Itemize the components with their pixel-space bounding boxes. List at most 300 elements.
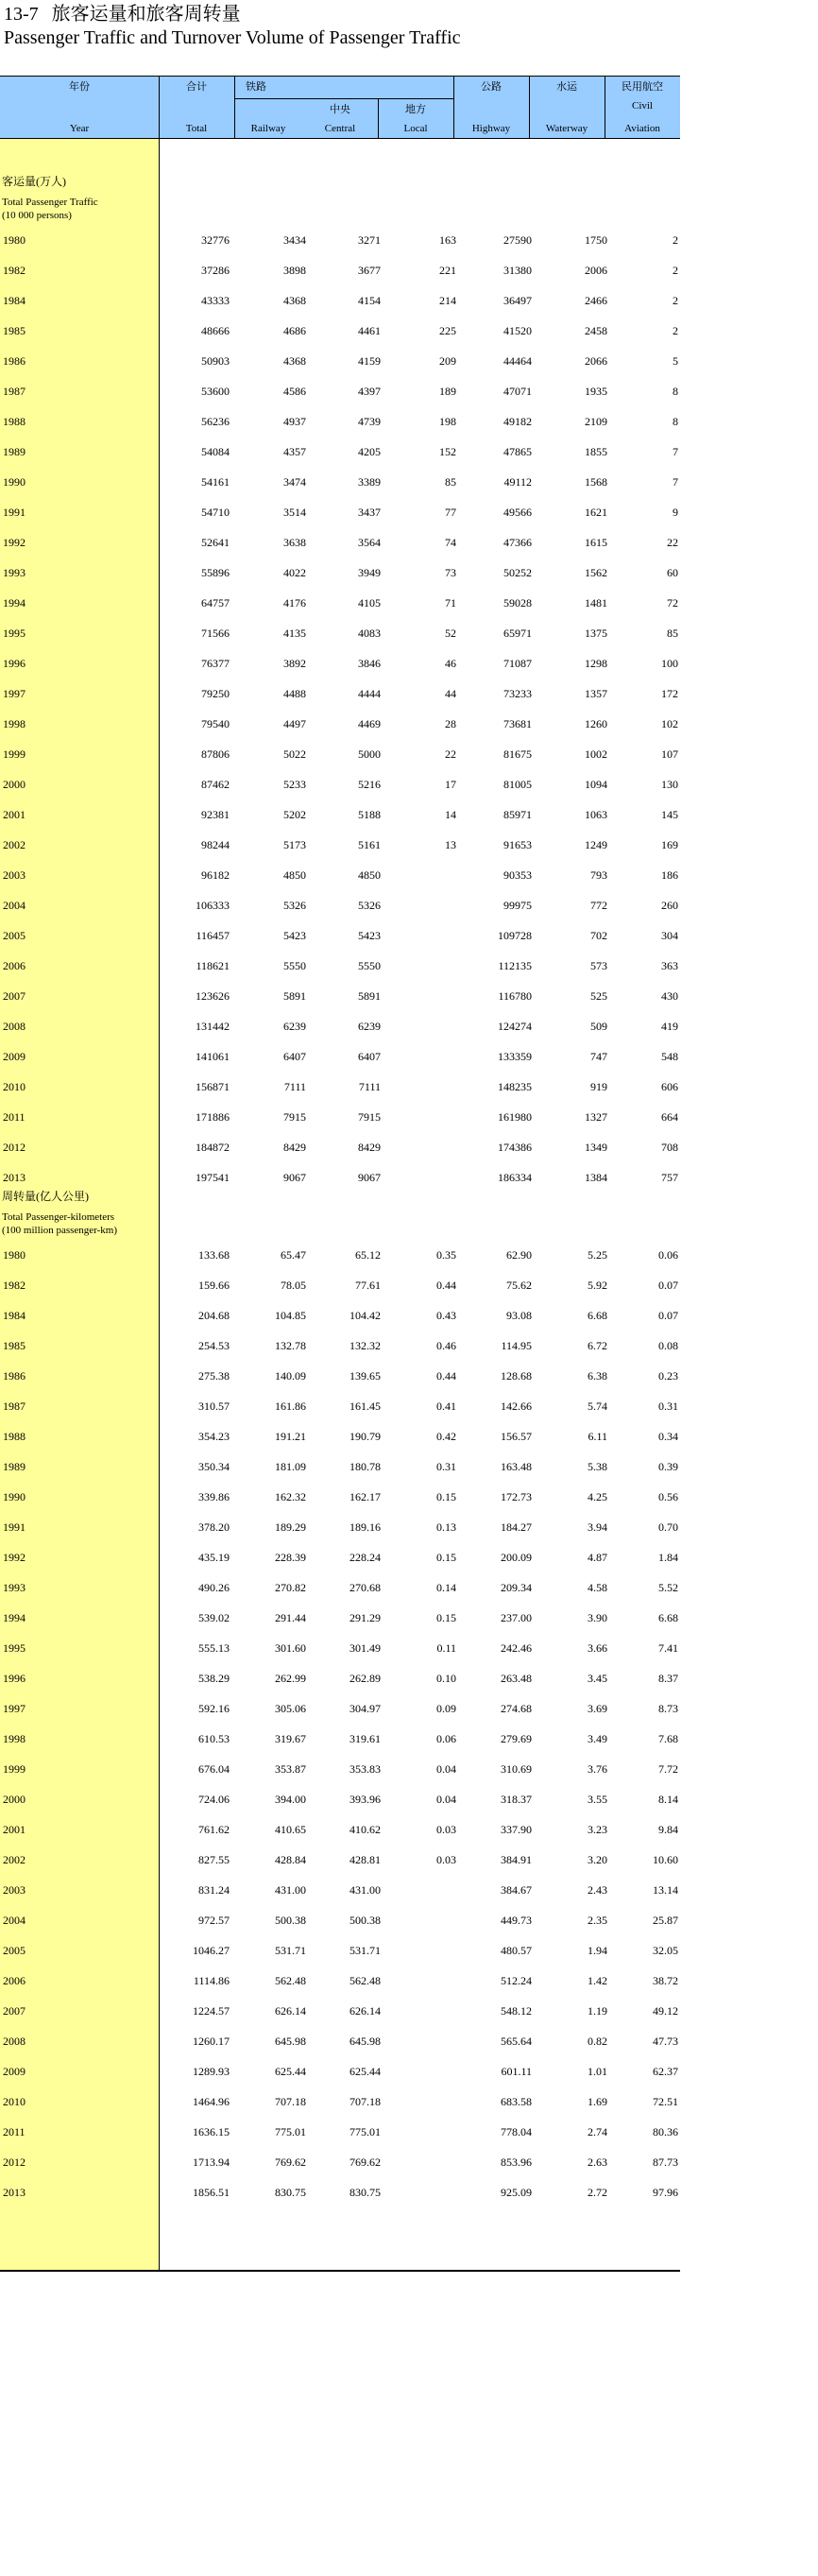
value-cell: 5550: [283, 959, 306, 972]
table-header: [0, 77, 680, 139]
value-cell: 5022: [283, 747, 306, 761]
table-row: [0, 957, 680, 976]
value-cell: 92381: [201, 808, 230, 821]
value-cell: 601.11: [501, 2065, 532, 2078]
table-row: [0, 594, 680, 613]
value-cell: 9.84: [658, 1823, 678, 1836]
value-cell: 6.72: [588, 1339, 607, 1352]
value-cell: 4586: [283, 385, 306, 398]
value-cell: 0.15: [436, 1490, 456, 1503]
value-cell: 319.67: [275, 1732, 306, 1745]
value-cell: 565.64: [501, 2035, 532, 2048]
table-row: [0, 1549, 680, 1568]
value-cell: 0.31: [436, 1460, 456, 1473]
value-cell: 52641: [201, 536, 230, 549]
value-cell: 4850: [358, 868, 381, 882]
value-cell: 5216: [358, 778, 381, 791]
value-cell: 2458: [585, 324, 607, 337]
value-cell: 106333: [196, 899, 230, 912]
value-cell: 353.87: [275, 1762, 306, 1776]
value-cell: 304: [661, 929, 678, 942]
value-cell: 22: [667, 536, 678, 549]
value-cell: 65.12: [355, 1248, 381, 1262]
value-cell: 664: [661, 1110, 678, 1124]
value-cell: 221: [439, 264, 456, 277]
value-cell: 3.94: [588, 1520, 607, 1534]
header-waterway-cn: 水运: [556, 81, 577, 93]
value-cell: 77: [445, 506, 456, 519]
value-cell: 676.04: [198, 1762, 230, 1776]
value-cell: 747: [590, 1050, 607, 1063]
value-cell: 87806: [201, 747, 230, 761]
value-cell: 263.48: [501, 1672, 532, 1685]
value-cell: 1.42: [588, 1974, 607, 1987]
value-cell: 5.74: [588, 1400, 607, 1413]
value-cell: 80.36: [653, 2125, 678, 2138]
value-cell: 139.65: [349, 1369, 381, 1382]
year-cell: 1992: [3, 536, 26, 549]
header-highway-cn: 公路: [481, 81, 502, 93]
table-row: [0, 2123, 680, 2142]
value-cell: 8: [673, 385, 678, 398]
header-waterway-en: Waterway: [545, 123, 588, 134]
value-cell: 3564: [358, 536, 381, 549]
value-cell: 0.23: [658, 1369, 678, 1382]
value-cell: 5326: [358, 899, 381, 912]
table-row: [0, 1851, 680, 1870]
title-cn: [4, 2, 816, 26]
value-cell: 393.96: [349, 1793, 381, 1806]
table-row: [0, 1337, 680, 1356]
value-cell: 5891: [358, 989, 381, 1003]
value-cell: 1.94: [588, 1944, 607, 1957]
value-cell: 189: [439, 385, 456, 398]
table-row: [0, 1760, 680, 1779]
value-cell: 512.24: [501, 1974, 532, 1987]
value-cell: 47.73: [653, 2035, 678, 2048]
value-cell: 7.68: [658, 1732, 678, 1745]
value-cell: 4357: [283, 445, 306, 458]
value-cell: 0.39: [658, 1460, 678, 1473]
header-civil-en1: Civil: [631, 100, 653, 112]
value-cell: 98244: [201, 838, 230, 851]
value-cell: 79540: [201, 717, 230, 730]
value-cell: 1349: [585, 1141, 607, 1154]
table-row: [0, 2093, 680, 2112]
year-cell: 2002: [3, 1853, 26, 1866]
year-cell: 1984: [3, 1309, 26, 1322]
value-cell: 4154: [358, 294, 381, 307]
year-cell: 2013: [3, 2186, 26, 2199]
value-cell: 0.10: [436, 1672, 456, 1685]
value-cell: 0.31: [658, 1400, 678, 1413]
title-number: 13-7: [4, 4, 39, 25]
value-cell: 161980: [498, 1110, 532, 1124]
value-cell: 3.76: [588, 1762, 607, 1776]
value-cell: 9067: [283, 1171, 306, 1184]
value-cell: 645.98: [349, 2035, 381, 2048]
value-cell: 1.84: [658, 1551, 678, 1564]
year-cell: 1999: [3, 747, 26, 761]
value-cell: 99975: [503, 899, 532, 912]
section-title-cn: 周转量(亿人公里): [2, 1190, 89, 1203]
value-cell: 291.29: [349, 1611, 381, 1624]
value-cell: 73681: [503, 717, 532, 730]
value-cell: 5161: [358, 838, 381, 851]
value-cell: 2006: [585, 264, 607, 277]
value-cell: 1856.51: [193, 2186, 230, 2199]
value-cell: 4105: [358, 596, 381, 610]
value-cell: 274.68: [501, 1702, 532, 1715]
value-cell: 242.46: [501, 1641, 532, 1655]
section-title-cn: 客运量(万人): [2, 175, 66, 188]
value-cell: 5: [673, 354, 678, 368]
table-row: [0, 292, 680, 311]
value-cell: 37286: [201, 264, 230, 277]
value-cell: 0.13: [436, 1520, 456, 1534]
value-cell: 1621: [585, 506, 607, 519]
table-row: [0, 534, 680, 553]
value-cell: 27590: [503, 233, 532, 247]
table-row: [0, 2154, 680, 2172]
value-cell: 1636.15: [193, 2125, 230, 2138]
value-cell: 189.16: [349, 1520, 381, 1534]
value-cell: 378.20: [198, 1520, 230, 1534]
value-cell: 2.74: [588, 2125, 607, 2138]
value-cell: 354.23: [198, 1430, 230, 1443]
value-cell: 17: [445, 778, 456, 791]
value-cell: 209: [439, 354, 456, 368]
value-cell: 772: [590, 899, 607, 912]
value-cell: 225: [439, 324, 456, 337]
value-cell: 0.43: [436, 1309, 456, 1322]
value-cell: 7915: [358, 1110, 381, 1124]
value-cell: 428.84: [275, 1853, 306, 1866]
value-cell: 22: [445, 747, 456, 761]
table-row: [0, 1458, 680, 1477]
year-cell: 1994: [3, 1611, 26, 1624]
year-cell: 2005: [3, 1944, 26, 1957]
year-cell: 1998: [3, 717, 26, 730]
value-cell: 538.29: [198, 1672, 230, 1685]
value-cell: 1289.93: [193, 2065, 230, 2078]
table-row: [0, 352, 680, 371]
value-cell: 0.56: [658, 1490, 678, 1503]
value-cell: 104.85: [275, 1309, 306, 1322]
value-cell: 172: [661, 687, 678, 700]
table-row: [0, 1881, 680, 1900]
value-cell: 76377: [201, 657, 230, 670]
value-cell: 708: [661, 1141, 678, 1154]
table-row: [0, 413, 680, 432]
value-cell: 44464: [503, 354, 532, 368]
value-cell: 49112: [503, 475, 532, 489]
value-cell: 4205: [358, 445, 381, 458]
value-cell: 1002: [585, 747, 607, 761]
value-cell: 707.18: [275, 2095, 306, 2108]
year-cell: 1997: [3, 1702, 26, 1715]
value-cell: 562.48: [275, 1974, 306, 1987]
year-cell: 2003: [3, 1883, 26, 1897]
year-cell: 2008: [3, 1020, 26, 1033]
value-cell: 2.63: [588, 2155, 607, 2169]
value-cell: 254.53: [198, 1339, 230, 1352]
value-cell: 548.12: [501, 2004, 532, 2018]
value-cell: 0.04: [436, 1793, 456, 1806]
value-cell: 1260.17: [193, 2035, 230, 2048]
value-cell: 0.41: [436, 1400, 456, 1413]
value-cell: 87462: [201, 778, 230, 791]
value-cell: 104.42: [349, 1309, 381, 1322]
value-cell: 1224.57: [193, 2004, 230, 2018]
value-cell: 8: [673, 415, 678, 428]
value-cell: 1249: [585, 838, 607, 851]
table-row: [0, 655, 680, 674]
value-cell: 49566: [503, 506, 532, 519]
value-cell: 4.25: [588, 1490, 607, 1503]
title-cn-text: 旅客运量和旅客周转量: [51, 4, 241, 25]
year-cell: 1988: [3, 415, 26, 428]
value-cell: 56236: [201, 415, 230, 428]
value-cell: 318.37: [501, 1793, 532, 1806]
value-cell: 5423: [283, 929, 306, 942]
value-cell: 1.01: [588, 2065, 607, 2078]
value-cell: 6239: [358, 1020, 381, 1033]
value-cell: 6.11: [588, 1430, 607, 1443]
value-cell: 279.69: [501, 1732, 532, 1745]
value-cell: 7915: [283, 1110, 306, 1124]
value-cell: 114.95: [501, 1339, 532, 1352]
value-cell: 85971: [503, 808, 532, 821]
year-cell: 1997: [3, 687, 26, 700]
value-cell: 25.87: [653, 1914, 678, 1927]
value-cell: 214: [439, 294, 456, 307]
value-cell: 8.73: [658, 1702, 678, 1715]
value-cell: 190.79: [349, 1430, 381, 1443]
table-row: [0, 1821, 680, 1840]
value-cell: 41520: [503, 324, 532, 337]
value-cell: 53600: [201, 385, 230, 398]
value-cell: 4937: [283, 415, 306, 428]
value-cell: 186: [661, 868, 678, 882]
value-cell: 1750: [585, 233, 607, 247]
value-cell: 116457: [196, 929, 230, 942]
value-cell: 181.09: [275, 1460, 306, 1473]
value-cell: 724.06: [198, 1793, 230, 1806]
value-cell: 140.09: [275, 1369, 306, 1382]
table-row: [0, 504, 680, 523]
header-central-cn: 中央: [330, 104, 350, 115]
value-cell: 81675: [503, 747, 532, 761]
value-cell: 161.45: [349, 1400, 381, 1413]
table-row: [0, 625, 680, 644]
value-cell: 0.09: [436, 1702, 456, 1715]
value-cell: 1562: [585, 566, 607, 579]
value-cell: 702: [590, 929, 607, 942]
value-cell: 8.37: [658, 1672, 678, 1685]
value-cell: 831.24: [198, 1883, 230, 1897]
table-row: [0, 1108, 680, 1127]
value-cell: 79250: [201, 687, 230, 700]
value-cell: 62.37: [653, 2065, 678, 2078]
value-cell: 4.58: [588, 1581, 607, 1594]
table-row: [0, 1048, 680, 1067]
value-cell: 0.07: [658, 1309, 678, 1322]
value-cell: 100: [661, 657, 678, 670]
year-cell: 2007: [3, 2004, 26, 2018]
value-cell: 1327: [585, 1110, 607, 1124]
year-cell: 1991: [3, 506, 26, 519]
year-cell: 2009: [3, 1050, 26, 1063]
value-cell: 141061: [196, 1050, 230, 1063]
value-cell: 2.35: [588, 1914, 607, 1927]
value-cell: 384.67: [501, 1883, 532, 1897]
header-civil-en2: Aviation: [624, 123, 660, 134]
value-cell: 32776: [201, 233, 230, 247]
year-cell: 1985: [3, 1339, 26, 1352]
table-row: [0, 1398, 680, 1417]
value-cell: 75.62: [506, 1279, 532, 1292]
year-cell: 1992: [3, 1551, 26, 1564]
value-cell: 96182: [201, 868, 230, 882]
value-cell: 47865: [503, 445, 532, 458]
value-cell: 1568: [585, 475, 607, 489]
value-cell: 1298: [585, 657, 607, 670]
year-cell: 1982: [3, 1279, 26, 1292]
value-cell: 0.15: [436, 1611, 456, 1624]
value-cell: 204.68: [198, 1309, 230, 1322]
value-cell: 133359: [498, 1050, 532, 1063]
year-cell: 2009: [3, 2065, 26, 2078]
header-highway-en: Highway: [471, 123, 511, 134]
value-cell: 3.23: [588, 1823, 607, 1836]
value-cell: 4176: [283, 596, 306, 610]
value-cell: 77.61: [355, 1279, 381, 1292]
table-row: [0, 1942, 680, 1961]
year-cell: 1980: [3, 233, 26, 247]
value-cell: 769.62: [349, 2155, 381, 2169]
value-cell: 44: [445, 687, 456, 700]
value-cell: 3949: [358, 566, 381, 579]
value-cell: 645.98: [275, 2035, 306, 2048]
value-cell: 3.20: [588, 1853, 607, 1866]
value-cell: 47071: [503, 385, 532, 398]
value-cell: 131442: [196, 1020, 230, 1033]
value-cell: 3.69: [588, 1702, 607, 1715]
value-cell: 148235: [498, 1080, 532, 1093]
table-row: [0, 836, 680, 855]
value-cell: 4850: [283, 868, 306, 882]
year-cell: 2013: [3, 1171, 26, 1184]
value-cell: 54710: [201, 506, 230, 519]
value-cell: 0.35: [436, 1248, 456, 1262]
year-cell: 1986: [3, 354, 26, 368]
column-divider: [378, 98, 379, 139]
value-cell: 363: [661, 959, 678, 972]
year-cell: 2011: [3, 1110, 26, 1124]
value-cell: 3389: [358, 475, 381, 489]
value-cell: 85: [667, 627, 678, 640]
value-cell: 197541: [196, 1171, 230, 1184]
value-cell: 60: [667, 566, 678, 579]
value-cell: 78.05: [281, 1279, 306, 1292]
value-cell: 36497: [503, 294, 532, 307]
value-cell: 6.38: [588, 1369, 607, 1382]
value-cell: 9: [673, 506, 678, 519]
value-cell: 410.65: [275, 1823, 306, 1836]
value-cell: 0.11: [436, 1641, 456, 1655]
table-row: [0, 867, 680, 885]
value-cell: 1464.96: [193, 2095, 230, 2108]
value-cell: 3846: [358, 657, 381, 670]
value-cell: 4397: [358, 385, 381, 398]
year-cell: 1988: [3, 1430, 26, 1443]
value-cell: 275.38: [198, 1369, 230, 1382]
year-cell: 2004: [3, 1914, 26, 1927]
value-cell: 97.96: [653, 2186, 678, 2199]
value-cell: 0.82: [588, 2035, 607, 2048]
value-cell: 5423: [358, 929, 381, 942]
value-cell: 54161: [201, 475, 230, 489]
value-cell: 0.03: [436, 1823, 456, 1836]
value-cell: 3271: [358, 233, 381, 247]
value-cell: 8429: [283, 1141, 306, 1154]
value-cell: 3898: [283, 264, 306, 277]
value-cell: 1.19: [588, 2004, 607, 2018]
value-cell: 4469: [358, 717, 381, 730]
year-cell: 1989: [3, 1460, 26, 1473]
value-cell: 3437: [358, 506, 381, 519]
table-row: [0, 1488, 680, 1507]
table-row: [0, 746, 680, 764]
year-cell: 2005: [3, 929, 26, 942]
table-row: [0, 1078, 680, 1097]
year-cell: 2007: [3, 989, 26, 1003]
year-cell: 2010: [3, 2095, 26, 2108]
value-cell: 200.09: [501, 1551, 532, 1564]
year-cell: 1995: [3, 1641, 26, 1655]
table-row: [0, 383, 680, 402]
table-row: [0, 776, 680, 795]
value-cell: 109728: [498, 929, 532, 942]
value-cell: 4022: [283, 566, 306, 579]
value-cell: 0.46: [436, 1339, 456, 1352]
year-cell: 1986: [3, 1369, 26, 1382]
value-cell: 775.01: [275, 2125, 306, 2138]
value-cell: 5188: [358, 808, 381, 821]
table-row: [0, 2063, 680, 2082]
value-cell: 4368: [283, 354, 306, 368]
value-cell: 3.45: [588, 1672, 607, 1685]
value-cell: 3677: [358, 264, 381, 277]
value-cell: 548: [661, 1050, 678, 1063]
value-cell: 189.29: [275, 1520, 306, 1534]
value-cell: 4368: [283, 294, 306, 307]
value-cell: 191.21: [275, 1430, 306, 1443]
value-cell: 4.87: [588, 1551, 607, 1564]
value-cell: 162.17: [349, 1490, 381, 1503]
year-cell: 1987: [3, 385, 26, 398]
value-cell: 124274: [498, 1020, 532, 1033]
value-cell: 4461: [358, 324, 381, 337]
value-cell: 6407: [283, 1050, 306, 1063]
value-cell: 626.14: [349, 2004, 381, 2018]
value-cell: 1935: [585, 385, 607, 398]
value-cell: 174386: [498, 1141, 532, 1154]
value-cell: 184.27: [501, 1520, 532, 1534]
value-cell: 91653: [503, 838, 532, 851]
value-cell: 2: [673, 324, 678, 337]
